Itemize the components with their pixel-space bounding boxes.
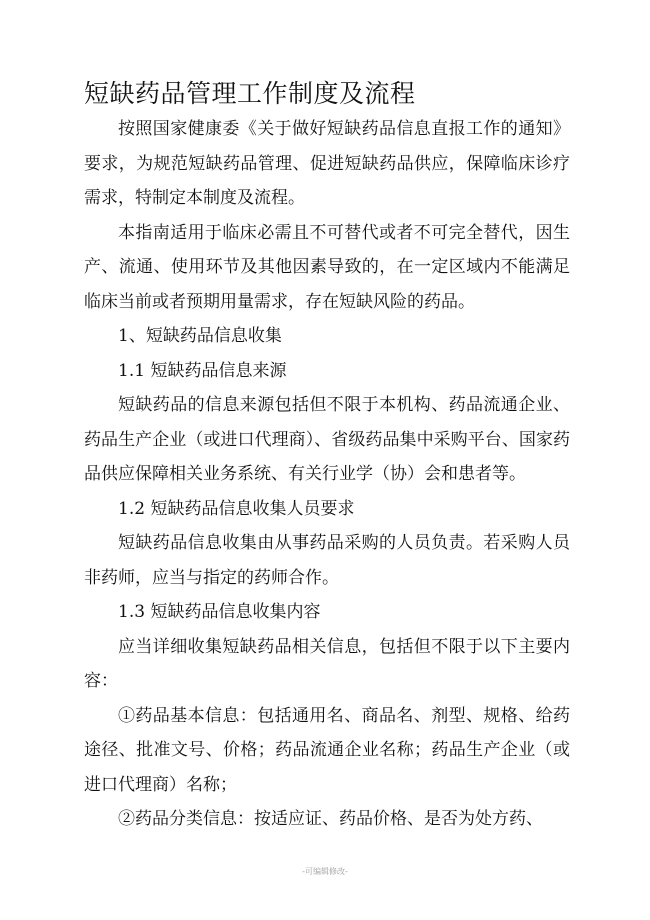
document-body — [84, 112, 570, 837]
paragraph-sources: 短缺药品的信息来源包括但不限于本机构、药品流通企业、药品生产企业（或进口代理商）、省级药品集中采购平台、国家药品供应保障相关业务系统、有关行业学（协）会和患者等。 — [84, 395, 570, 484]
section-heading-1-2: 1.2 短缺药品信息收集人员要求 — [118, 498, 355, 519]
section-heading-1-1: 1.1 短缺药品信息来源 — [118, 360, 287, 381]
paragraph-item-1: ①药品基本信息：包括通用名、商品名、剂型、规格、给药途径、批准文号、价格；药品流通企业名称；药品生产企业（或进口代理商）名称； — [84, 705, 570, 795]
paragraph-staff: 短缺药品信息收集由从事药品采购的人员负责。若采购人员非药师，应当与指定的药师合作。 — [84, 533, 570, 588]
section-heading-1: 1、短缺药品信息收集 — [118, 326, 282, 346]
document-title: 短缺药品管理工作制度及流程 — [84, 79, 416, 108]
paragraph-content: 应当详细收集短缺药品相关信息，包括但不限于以下主要内容： — [84, 636, 570, 691]
paragraph-item-2: ②药品分类信息：按适应证、药品价格、是否为处方药、 — [118, 809, 543, 829]
paragraph-intro: 按照国家健康委《关于做好短缺药品信息直报工作的通知》要求，为规范短缺药品管理、促进短缺药品供应，保障临床诊疗需求，特制定本制度及流程。 — [84, 119, 570, 208]
paragraph-scope: 本指南适用于临床必需且不可替代或者不可完全替代，因生产、流通、使用环节及其他因素导致的，在一定区域内不能满足临床当前或者预期用量需求，存在短缺风险的药品。 — [84, 222, 570, 312]
page-footer: -可编辑修改- — [302, 867, 348, 876]
section-heading-1-3: 1.3 短缺药品信息收集内容 — [118, 602, 321, 622]
